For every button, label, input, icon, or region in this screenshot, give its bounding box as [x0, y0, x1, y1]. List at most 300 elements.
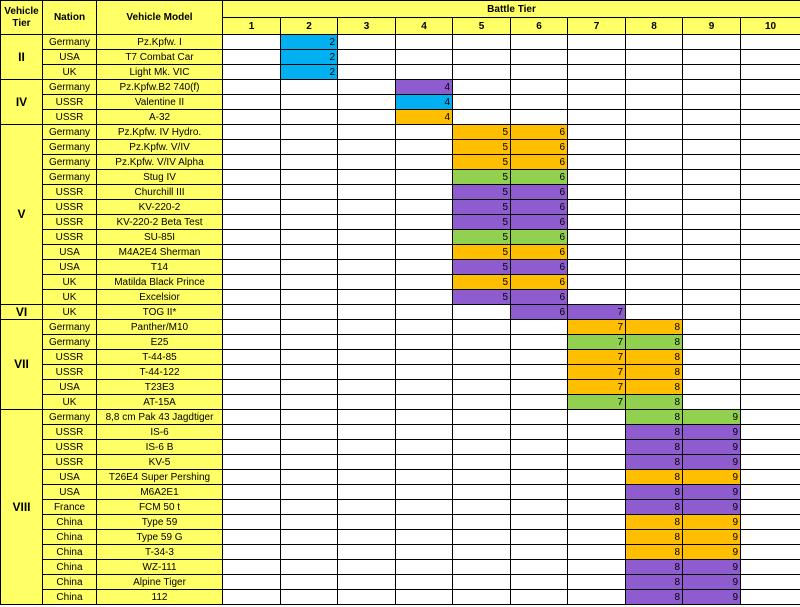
vehicle-row — [1, 95, 800, 110]
battle-tier-value: 8 — [626, 485, 683, 500]
vehicle-model-cell: TOG II* — [97, 305, 223, 320]
empty-tier-cell — [338, 230, 396, 245]
vehicle-model-cell: KV-220-2 Beta Test — [97, 215, 223, 230]
empty-tier-cell — [568, 140, 626, 155]
empty-tier-cell — [338, 395, 396, 410]
battle-tier-value: 8 — [626, 395, 683, 410]
empty-tier-cell — [741, 470, 800, 485]
empty-tier-cell — [338, 380, 396, 395]
vehicle-model-cell: Pz.Kpfw. V/IV — [97, 140, 223, 155]
vehicle-tier-cell: VIII — [1, 410, 43, 605]
vehicle-model-cell: Churchill III — [97, 185, 223, 200]
battle-tier-value: 2 — [281, 50, 338, 65]
empty-tier-cell — [281, 230, 338, 245]
empty-tier-cell — [741, 65, 800, 80]
empty-tier-cell — [396, 560, 453, 575]
empty-tier-cell — [281, 350, 338, 365]
empty-tier-cell — [568, 455, 626, 470]
battle-tier-value: 5 — [453, 140, 511, 155]
empty-tier-cell — [453, 455, 511, 470]
empty-tier-cell — [626, 275, 683, 290]
battle-tier-value: 6 — [511, 230, 568, 245]
empty-tier-cell — [338, 440, 396, 455]
empty-tier-cell — [568, 80, 626, 95]
empty-tier-cell — [396, 50, 453, 65]
vehicle-row — [1, 590, 800, 605]
empty-tier-cell — [683, 395, 741, 410]
empty-tier-cell — [626, 80, 683, 95]
empty-tier-cell — [741, 335, 800, 350]
empty-tier-cell — [626, 215, 683, 230]
nation-cell: Germany — [43, 155, 97, 170]
empty-tier-cell — [281, 455, 338, 470]
empty-tier-cell — [626, 125, 683, 140]
empty-tier-cell — [338, 485, 396, 500]
battle-tier-value: 7 — [568, 395, 626, 410]
empty-tier-cell — [338, 245, 396, 260]
empty-tier-cell — [626, 140, 683, 155]
empty-tier-cell — [338, 110, 396, 125]
empty-tier-cell — [281, 140, 338, 155]
empty-tier-cell — [626, 245, 683, 260]
vehicle-row — [1, 440, 800, 455]
empty-tier-cell — [453, 380, 511, 395]
vehicle-model-cell: T-44-85 — [97, 350, 223, 365]
empty-tier-cell — [511, 530, 568, 545]
empty-tier-cell — [396, 290, 453, 305]
battle-tier-value: 6 — [511, 125, 568, 140]
empty-tier-cell — [683, 35, 741, 50]
empty-tier-cell — [741, 140, 800, 155]
empty-tier-cell — [281, 245, 338, 260]
empty-tier-cell — [453, 305, 511, 320]
vehicle-row — [1, 470, 800, 485]
empty-tier-cell — [626, 110, 683, 125]
empty-tier-cell — [511, 380, 568, 395]
empty-tier-cell — [338, 215, 396, 230]
vehicle-row — [1, 260, 800, 275]
empty-tier-cell — [511, 485, 568, 500]
empty-tier-cell — [568, 110, 626, 125]
empty-tier-cell — [741, 125, 800, 140]
vehicle-row — [1, 215, 800, 230]
empty-tier-cell — [281, 125, 338, 140]
vehicle-tier-cell: IV — [1, 80, 43, 125]
tier-header: 8 — [626, 18, 683, 35]
vehicle-row — [1, 290, 800, 305]
battle-tier-value: 2 — [281, 65, 338, 80]
empty-tier-cell — [223, 80, 281, 95]
nation-cell: USA — [43, 245, 97, 260]
battle-tier-value: 8 — [626, 365, 683, 380]
vehicle-row — [1, 80, 800, 95]
battle-tier-value: 9 — [683, 515, 741, 530]
empty-tier-cell — [683, 170, 741, 185]
nation-cell: China — [43, 575, 97, 590]
empty-tier-cell — [338, 575, 396, 590]
vehicle-model-cell: Type 59 G — [97, 530, 223, 545]
empty-tier-cell — [281, 95, 338, 110]
vehicle-model-cell: Pz.Kpfw. I — [97, 35, 223, 50]
empty-tier-cell — [683, 245, 741, 260]
empty-tier-cell — [281, 290, 338, 305]
empty-tier-cell — [568, 425, 626, 440]
battle-tier-value: 4 — [396, 95, 453, 110]
vehicle-model-cell: Alpine Tiger — [97, 575, 223, 590]
empty-tier-cell — [511, 590, 568, 605]
vehicle-row — [1, 230, 800, 245]
empty-tier-cell — [568, 590, 626, 605]
empty-tier-cell — [741, 515, 800, 530]
empty-tier-cell — [396, 470, 453, 485]
nation-cell: USA — [43, 380, 97, 395]
empty-tier-cell — [741, 170, 800, 185]
vehicle-model-cell: E25 — [97, 335, 223, 350]
empty-tier-cell — [568, 155, 626, 170]
battle-tier-value: 6 — [511, 170, 568, 185]
nation-cell: Germany — [43, 410, 97, 425]
empty-tier-cell — [223, 215, 281, 230]
empty-tier-cell — [396, 200, 453, 215]
empty-tier-cell — [741, 380, 800, 395]
empty-tier-cell — [741, 365, 800, 380]
battle-tier-value: 8 — [626, 515, 683, 530]
vehicle-tier-cell: V — [1, 125, 43, 305]
empty-tier-cell — [683, 230, 741, 245]
empty-tier-cell — [626, 35, 683, 50]
battle-tier-value: 9 — [683, 575, 741, 590]
vehicle-tier-cell: II — [1, 35, 43, 80]
tier-header: 6 — [511, 18, 568, 35]
table-body — [1, 35, 800, 605]
nation-cell: USSR — [43, 440, 97, 455]
battle-tier-value: 8 — [626, 470, 683, 485]
empty-tier-cell — [281, 335, 338, 350]
empty-tier-cell — [338, 125, 396, 140]
empty-tier-cell — [683, 200, 741, 215]
empty-tier-cell — [338, 170, 396, 185]
empty-tier-cell — [338, 65, 396, 80]
empty-tier-cell — [281, 530, 338, 545]
battle-tier-value: 7 — [568, 305, 626, 320]
empty-tier-cell — [626, 155, 683, 170]
battle-tier-value: 5 — [453, 155, 511, 170]
empty-tier-cell — [453, 35, 511, 50]
vehicle-model-cell: Stug IV — [97, 170, 223, 185]
empty-tier-cell — [683, 110, 741, 125]
vehicle-row — [1, 245, 800, 260]
empty-tier-cell — [338, 80, 396, 95]
battle-tier-value: 5 — [453, 230, 511, 245]
battle-tier-value: 6 — [511, 290, 568, 305]
battle-tier-value: 9 — [683, 425, 741, 440]
empty-tier-cell — [281, 515, 338, 530]
empty-tier-cell — [223, 530, 281, 545]
empty-tier-cell — [741, 275, 800, 290]
empty-tier-cell — [223, 275, 281, 290]
empty-tier-cell — [223, 140, 281, 155]
empty-tier-cell — [396, 185, 453, 200]
tier-header: 3 — [338, 18, 396, 35]
empty-tier-cell — [281, 215, 338, 230]
empty-tier-cell — [511, 350, 568, 365]
battle-tier-value: 9 — [683, 455, 741, 470]
empty-tier-cell — [511, 95, 568, 110]
empty-tier-cell — [396, 410, 453, 425]
empty-tier-cell — [683, 335, 741, 350]
vehicle-model-cell: Excelsior — [97, 290, 223, 305]
nation-cell: UK — [43, 290, 97, 305]
battle-tier-value: 8 — [626, 500, 683, 515]
empty-tier-cell — [683, 50, 741, 65]
nation-cell: USSR — [43, 365, 97, 380]
nation-cell: China — [43, 515, 97, 530]
battle-tier-value: 9 — [683, 545, 741, 560]
battle-tier-value: 2 — [281, 35, 338, 50]
empty-tier-cell — [453, 515, 511, 530]
vehicle-row — [1, 170, 800, 185]
empty-tier-cell — [281, 275, 338, 290]
empty-tier-cell — [223, 560, 281, 575]
empty-tier-cell — [568, 560, 626, 575]
empty-tier-cell — [453, 395, 511, 410]
empty-tier-cell — [683, 155, 741, 170]
vehicle-row — [1, 410, 800, 425]
battle-tier-value: 9 — [683, 530, 741, 545]
empty-tier-cell — [568, 125, 626, 140]
empty-tier-cell — [453, 335, 511, 350]
nation-cell: UK — [43, 395, 97, 410]
empty-tier-cell — [223, 170, 281, 185]
empty-tier-cell — [281, 545, 338, 560]
empty-tier-cell — [453, 470, 511, 485]
empty-tier-cell — [281, 380, 338, 395]
empty-tier-cell — [396, 305, 453, 320]
empty-tier-cell — [281, 395, 338, 410]
empty-tier-cell — [223, 395, 281, 410]
empty-tier-cell — [741, 35, 800, 50]
vehicle-row — [1, 545, 800, 560]
empty-tier-cell — [568, 50, 626, 65]
empty-tier-cell — [568, 200, 626, 215]
vehicle-tier-cell: VII — [1, 320, 43, 410]
empty-tier-cell — [396, 530, 453, 545]
empty-tier-cell — [683, 380, 741, 395]
empty-tier-cell — [741, 185, 800, 200]
empty-tier-cell — [453, 545, 511, 560]
empty-tier-cell — [511, 50, 568, 65]
empty-tier-cell — [281, 470, 338, 485]
vehicle-row — [1, 275, 800, 290]
battle-tier-header: Battle Tier — [223, 1, 800, 18]
nation-cell: China — [43, 545, 97, 560]
battle-tier-value: 4 — [396, 80, 453, 95]
battle-tier-value: 6 — [511, 260, 568, 275]
empty-tier-cell — [223, 110, 281, 125]
battle-tier-value: 5 — [453, 260, 511, 275]
empty-tier-cell — [396, 545, 453, 560]
empty-tier-cell — [511, 515, 568, 530]
empty-tier-cell — [511, 410, 568, 425]
empty-tier-cell — [683, 305, 741, 320]
empty-tier-cell — [223, 290, 281, 305]
nation-header: Nation — [43, 1, 97, 35]
nation-cell: France — [43, 500, 97, 515]
empty-tier-cell — [568, 65, 626, 80]
empty-tier-cell — [338, 290, 396, 305]
empty-tier-cell — [453, 410, 511, 425]
empty-tier-cell — [741, 305, 800, 320]
empty-tier-cell — [626, 185, 683, 200]
vehicle-row — [1, 125, 800, 140]
empty-tier-cell — [453, 50, 511, 65]
empty-tier-cell — [741, 485, 800, 500]
empty-tier-cell — [511, 560, 568, 575]
empty-tier-cell — [338, 140, 396, 155]
empty-tier-cell — [453, 485, 511, 500]
empty-tier-cell — [453, 590, 511, 605]
battle-tier-value: 8 — [626, 350, 683, 365]
battle-tier-value: 9 — [683, 560, 741, 575]
nation-cell: USSR — [43, 110, 97, 125]
empty-tier-cell — [453, 320, 511, 335]
empty-tier-cell — [396, 215, 453, 230]
empty-tier-cell — [741, 545, 800, 560]
empty-tier-cell — [511, 545, 568, 560]
nation-cell: Germany — [43, 335, 97, 350]
nation-cell: USA — [43, 470, 97, 485]
empty-tier-cell — [281, 425, 338, 440]
empty-tier-cell — [683, 215, 741, 230]
empty-tier-cell — [338, 515, 396, 530]
empty-tier-cell — [626, 290, 683, 305]
vehicle-model-cell: Light Mk. VIC — [97, 65, 223, 80]
empty-tier-cell — [223, 260, 281, 275]
vehicle-model-cell: T-44-122 — [97, 365, 223, 380]
vehicle-model-cell: IS-6 — [97, 425, 223, 440]
empty-tier-cell — [338, 35, 396, 50]
empty-tier-cell — [683, 275, 741, 290]
vehicle-row — [1, 110, 800, 125]
empty-tier-cell — [568, 440, 626, 455]
empty-tier-cell — [568, 170, 626, 185]
empty-tier-cell — [453, 530, 511, 545]
vehicle-row — [1, 155, 800, 170]
empty-tier-cell — [396, 335, 453, 350]
vehicle-row — [1, 320, 800, 335]
battle-tier-value: 7 — [568, 320, 626, 335]
empty-tier-cell — [396, 575, 453, 590]
empty-tier-cell — [396, 395, 453, 410]
empty-tier-cell — [741, 320, 800, 335]
header-row-top — [1, 1, 800, 18]
empty-tier-cell — [338, 500, 396, 515]
empty-tier-cell — [568, 530, 626, 545]
empty-tier-cell — [396, 170, 453, 185]
vehicle-row — [1, 560, 800, 575]
empty-tier-cell — [223, 545, 281, 560]
empty-tier-cell — [223, 410, 281, 425]
empty-tier-cell — [568, 275, 626, 290]
empty-tier-cell — [453, 95, 511, 110]
nation-cell: UK — [43, 65, 97, 80]
battle-tier-value: 5 — [453, 245, 511, 260]
vehicle-model-cell: FCM 50 t — [97, 500, 223, 515]
empty-tier-cell — [396, 380, 453, 395]
vehicle-model-cell: Pz.Kpfw.B2 740(f) — [97, 80, 223, 95]
battle-tier-value: 9 — [683, 410, 741, 425]
nation-cell: Germany — [43, 125, 97, 140]
empty-tier-cell — [338, 200, 396, 215]
battle-tier-value: 6 — [511, 305, 568, 320]
tier-header: 9 — [683, 18, 741, 35]
empty-tier-cell — [511, 425, 568, 440]
empty-tier-cell — [511, 35, 568, 50]
empty-tier-cell — [568, 470, 626, 485]
empty-tier-cell — [741, 440, 800, 455]
empty-tier-cell — [281, 410, 338, 425]
empty-tier-cell — [453, 440, 511, 455]
vehicle-model-cell: Valentine II — [97, 95, 223, 110]
empty-tier-cell — [338, 365, 396, 380]
empty-tier-cell — [396, 440, 453, 455]
battle-tier-value: 5 — [453, 200, 511, 215]
vehicle-row — [1, 395, 800, 410]
empty-tier-cell — [511, 455, 568, 470]
nation-cell: Germany — [43, 170, 97, 185]
empty-tier-cell — [223, 575, 281, 590]
empty-tier-cell — [223, 350, 281, 365]
empty-tier-cell — [511, 470, 568, 485]
empty-tier-cell — [223, 380, 281, 395]
battle-tier-value: 8 — [626, 545, 683, 560]
empty-tier-cell — [741, 455, 800, 470]
empty-tier-cell — [741, 230, 800, 245]
empty-tier-cell — [223, 320, 281, 335]
empty-tier-cell — [741, 80, 800, 95]
empty-tier-cell — [396, 590, 453, 605]
empty-tier-cell — [453, 425, 511, 440]
vehicle-model-cell: SU-85I — [97, 230, 223, 245]
empty-tier-cell — [281, 485, 338, 500]
battle-tier-value: 9 — [683, 485, 741, 500]
empty-tier-cell — [338, 275, 396, 290]
battle-tier-value: 6 — [511, 140, 568, 155]
empty-tier-cell — [741, 500, 800, 515]
vehicle-row — [1, 65, 800, 80]
empty-tier-cell — [626, 170, 683, 185]
empty-tier-cell — [281, 440, 338, 455]
empty-tier-cell — [281, 590, 338, 605]
empty-tier-cell — [338, 95, 396, 110]
empty-tier-cell — [396, 485, 453, 500]
empty-tier-cell — [511, 80, 568, 95]
empty-tier-cell — [281, 80, 338, 95]
empty-tier-cell — [741, 245, 800, 260]
empty-tier-cell — [741, 425, 800, 440]
nation-cell: USA — [43, 485, 97, 500]
empty-tier-cell — [568, 545, 626, 560]
nation-cell: Germany — [43, 80, 97, 95]
empty-tier-cell — [281, 575, 338, 590]
empty-tier-cell — [223, 185, 281, 200]
vehicle-model-cell: T23E3 — [97, 380, 223, 395]
empty-tier-cell — [281, 155, 338, 170]
empty-tier-cell — [338, 425, 396, 440]
battle-tier-value: 8 — [626, 560, 683, 575]
vehicle-model-cell: 112 — [97, 590, 223, 605]
vehicle-row — [1, 515, 800, 530]
